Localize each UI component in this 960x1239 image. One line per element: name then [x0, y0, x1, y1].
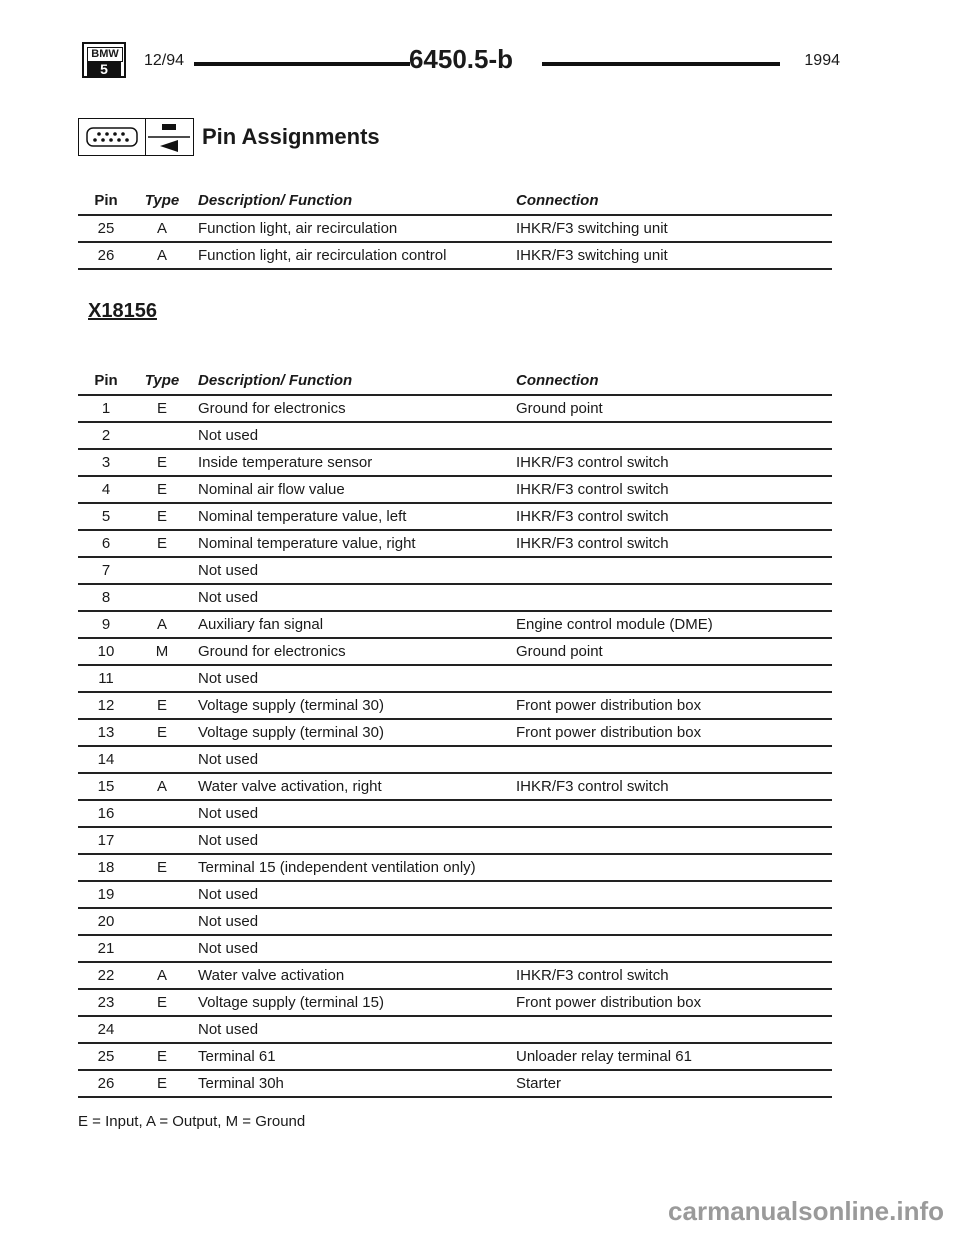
description-cell: Not used [198, 913, 259, 930]
description-cell: Not used [198, 1021, 259, 1038]
description-cell: Inside temperature sensor [198, 454, 373, 471]
pin-table-1 [78, 190, 832, 270]
type-cell: E [156, 535, 167, 552]
connection-cell: Engine control module (DME) [516, 616, 713, 633]
pin-cell: 17 [97, 832, 115, 849]
type-cell: E [156, 454, 167, 471]
pin-cell: 2 [101, 427, 111, 444]
connection-cell: IHKR/F3 control switch [516, 535, 669, 552]
type-cell: A [156, 778, 167, 795]
connection-cell: Front power distribution box [516, 697, 702, 714]
pin-cell: 25 [97, 220, 115, 237]
column-connection: Connection [516, 372, 599, 389]
table-row [78, 1042, 832, 1069]
pin-cell: 13 [97, 724, 115, 741]
header-year: 1994 [804, 52, 840, 69]
table-row [78, 691, 832, 718]
description-cell: Voltage supply (terminal 30) [198, 697, 384, 714]
table-row [78, 448, 832, 475]
type-cell: E [156, 1048, 167, 1065]
type-cell: A [156, 247, 167, 264]
column-description: Description/ Function [198, 192, 353, 209]
pin-cell: 5 [101, 508, 111, 525]
connection-cell: Unloader relay terminal 61 [516, 1048, 692, 1065]
type-cell: E [156, 697, 167, 714]
description-cell: Function light, air recirculation control [198, 247, 447, 264]
pin-cell: 15 [97, 778, 115, 795]
description-cell: Water valve activation [198, 967, 345, 984]
column-type: Type [144, 192, 180, 209]
connection-cell: IHKR/F3 control switch [516, 481, 669, 498]
description-cell: Not used [198, 751, 259, 768]
connection-cell: Front power distribution box [516, 724, 702, 741]
description-cell: Terminal 15 (independent ventilation only) [198, 859, 476, 876]
type-cell: E [156, 508, 167, 525]
pin-direction-icon [146, 118, 194, 156]
connection-cell: IHKR/F3 switching unit [516, 247, 668, 264]
column-connection: Connection [516, 192, 599, 209]
type-cell: E [156, 859, 167, 876]
pin-cell: 21 [97, 940, 115, 957]
table-row [78, 475, 832, 502]
pin-cell: 26 [97, 1075, 115, 1092]
description-cell: Terminal 61 [198, 1048, 276, 1065]
type-cell: E [156, 724, 167, 741]
table-row [78, 1069, 832, 1098]
description-cell: Not used [198, 562, 259, 579]
table-row [78, 502, 832, 529]
watermark: carmanualsonline.info [668, 1196, 944, 1226]
connection-cell: IHKR/F3 control switch [516, 454, 669, 471]
description-cell: Auxiliary fan signal [198, 616, 324, 633]
table-header [78, 190, 832, 214]
pin-cell: 3 [101, 454, 111, 471]
connection-cell: Starter [516, 1075, 562, 1092]
description-cell: Not used [198, 589, 259, 606]
section-title: Pin Assignments [202, 124, 380, 149]
pin-cell: 1 [101, 400, 111, 417]
pin-cell: 16 [97, 805, 115, 822]
table-row [78, 988, 832, 1015]
type-cell: E [156, 1075, 167, 1092]
type-legend: E = Input, A = Output, M = Ground [78, 1113, 306, 1130]
pin-cell: 20 [97, 913, 115, 930]
description-cell: Ground for electronics [198, 400, 346, 417]
table-row [78, 214, 832, 241]
connector-icon [78, 118, 146, 156]
description-cell: Not used [198, 805, 259, 822]
table-row [78, 907, 832, 934]
description-cell: Not used [198, 832, 259, 849]
connection-cell: IHKR/F3 control switch [516, 778, 669, 795]
connection-cell: IHKR/F3 control switch [516, 508, 669, 525]
connection-cell: Ground point [516, 400, 603, 417]
table-row [78, 1015, 832, 1042]
document-code: 6450.5-b [408, 44, 514, 74]
description-cell: Not used [198, 886, 259, 903]
pin-cell: 14 [97, 751, 115, 768]
table-row [78, 394, 832, 421]
column-pin: Pin [94, 192, 118, 209]
page-header [82, 42, 840, 82]
description-cell: Not used [198, 940, 259, 957]
pin-cell: 25 [97, 1048, 115, 1065]
table-row [78, 745, 832, 772]
table-row [78, 637, 832, 664]
pin-cell: 8 [101, 589, 111, 606]
description-cell: Voltage supply (terminal 15) [198, 994, 384, 1011]
pin-table-2 [78, 370, 832, 1098]
logo-series: 5 [87, 62, 121, 76]
pin-cell: 7 [101, 562, 111, 579]
table-row [78, 961, 832, 988]
type-cell: A [156, 616, 167, 633]
description-cell: Not used [198, 427, 259, 444]
section-header [78, 118, 398, 160]
column-type: Type [144, 372, 180, 389]
table-row [78, 556, 832, 583]
table-row [78, 241, 832, 270]
description-cell: Nominal temperature value, left [198, 508, 407, 525]
type-cell: A [156, 220, 167, 237]
description-cell: Terminal 30h [198, 1075, 284, 1092]
table-row [78, 799, 832, 826]
pin-cell: 23 [97, 994, 115, 1011]
connection-cell: IHKR/F3 switching unit [516, 220, 668, 237]
table-row [78, 718, 832, 745]
pin-cell: 6 [101, 535, 111, 552]
description-cell: Water valve activation, right [198, 778, 382, 795]
table-row [78, 664, 832, 691]
pin-cell: 12 [97, 697, 115, 714]
column-pin: Pin [94, 372, 118, 389]
description-cell: Function light, air recirculation [198, 220, 398, 237]
column-description: Description/ Function [198, 372, 353, 389]
connection-cell: Front power distribution box [516, 994, 702, 1011]
header-rule-right [542, 62, 780, 66]
header-date: 12/94 [144, 52, 185, 69]
pin-cell: 4 [101, 481, 111, 498]
pin-cell: 11 [98, 670, 114, 687]
table-row [78, 880, 832, 907]
table-row [78, 421, 832, 448]
connector-id: X18156 [88, 300, 157, 322]
description-cell: Not used [198, 670, 259, 687]
logo-brand: BMW [87, 47, 123, 62]
table-row [78, 529, 832, 556]
table-row [78, 610, 832, 637]
pin-cell: 26 [97, 247, 115, 264]
type-cell: E [156, 481, 167, 498]
type-cell: E [156, 400, 167, 417]
pin-cell: 19 [97, 886, 115, 903]
type-cell: E [156, 994, 167, 1011]
description-cell: Voltage supply (terminal 30) [198, 724, 384, 741]
pin-cell: 22 [97, 967, 115, 984]
table-row [78, 934, 832, 961]
type-cell: A [156, 967, 167, 984]
table-row [78, 583, 832, 610]
table-row [78, 853, 832, 880]
pin-cell: 10 [97, 643, 115, 660]
pin-cell: 18 [97, 859, 115, 876]
pin-cell: 9 [101, 616, 111, 633]
pin-cell: 24 [97, 1021, 115, 1038]
connection-cell: Ground point [516, 643, 603, 660]
table-header [78, 370, 832, 394]
description-cell: Nominal air flow value [198, 481, 345, 498]
description-cell: Ground for electronics [198, 643, 346, 660]
table-row [78, 772, 832, 799]
connection-cell: IHKR/F3 control switch [516, 967, 669, 984]
type-cell: M [155, 643, 169, 660]
table-row [78, 826, 832, 853]
description-cell: Nominal temperature value, right [198, 535, 416, 552]
